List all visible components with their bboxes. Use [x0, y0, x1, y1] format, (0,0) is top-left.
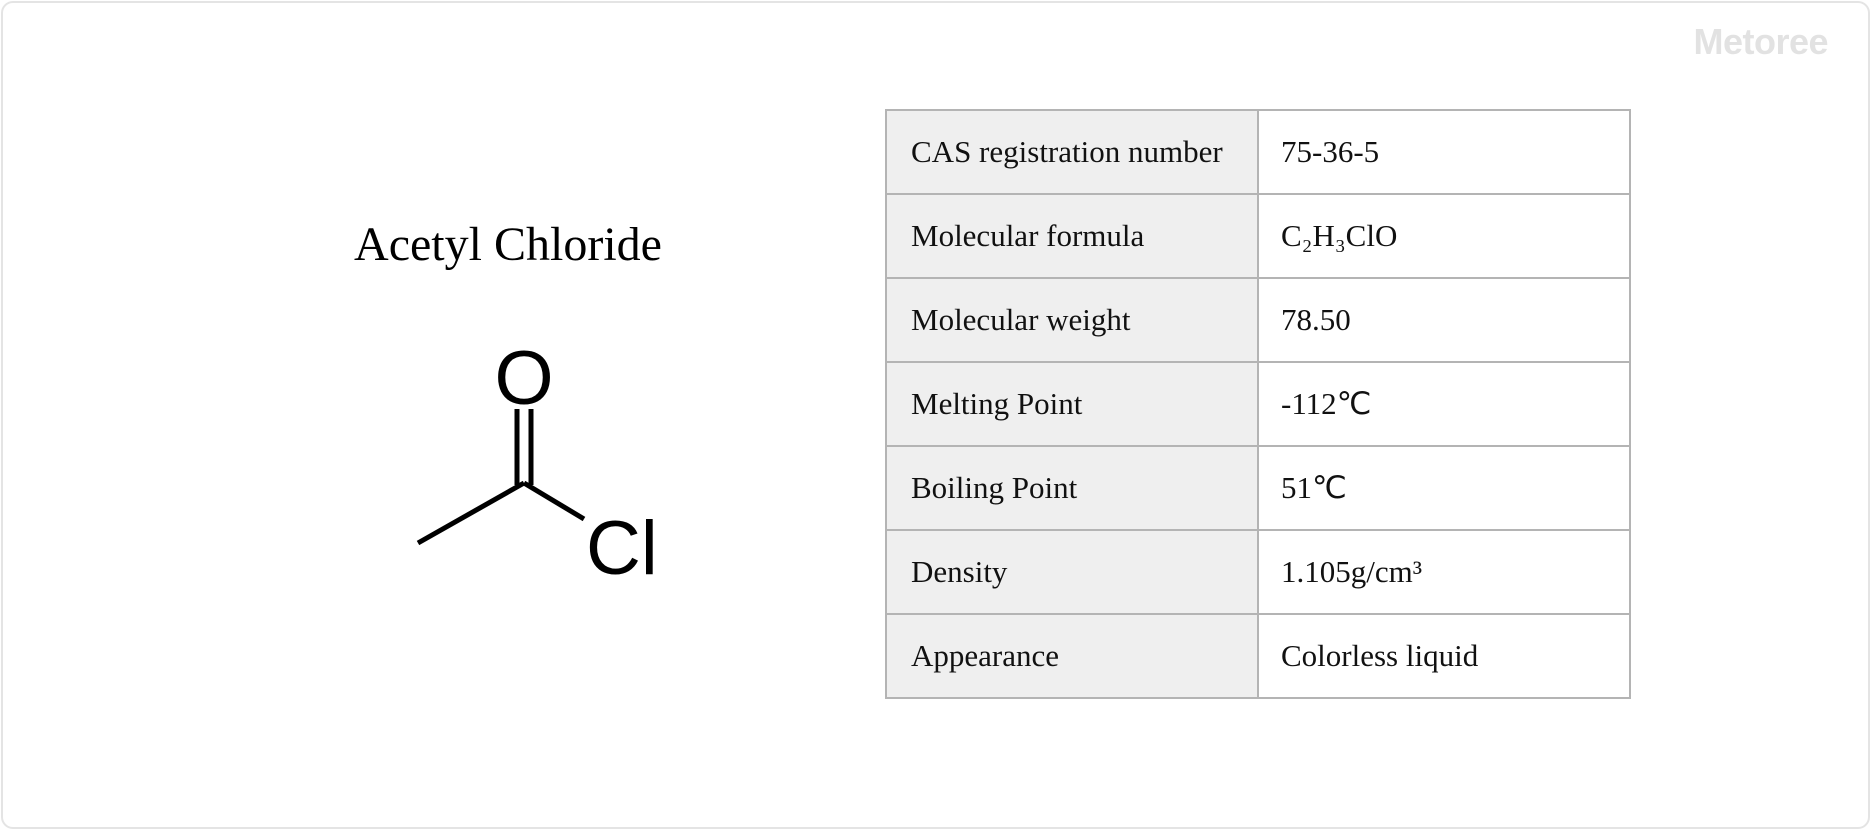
property-value: 75-36-5: [1258, 110, 1630, 194]
property-row: [886, 446, 1630, 530]
property-label: Density: [886, 530, 1258, 614]
property-value: Colorless liquid: [1258, 614, 1630, 698]
property-value: 78.50: [1258, 278, 1630, 362]
property-label: Boiling Point: [886, 446, 1258, 530]
property-label: Melting Point: [886, 362, 1258, 446]
property-row: [886, 278, 1630, 362]
property-row: [886, 530, 1630, 614]
acetyl-chloride-structure: [398, 323, 678, 593]
property-label: Molecular weight: [886, 278, 1258, 362]
compound-name: Acetyl Chloride: [354, 218, 662, 271]
chlorine-atom-label: Cl: [586, 506, 658, 591]
properties-table: [885, 109, 1631, 699]
property-label: CAS registration number: [886, 110, 1258, 194]
property-row: [886, 110, 1630, 194]
oxygen-atom-label: O: [494, 336, 554, 421]
property-value: 1.105g/cm³: [1258, 530, 1630, 614]
content-card: [1, 1, 1870, 829]
property-row: [886, 614, 1630, 698]
property-value: C₂H₃ClO: [1258, 194, 1630, 278]
property-label: Molecular formula: [886, 194, 1258, 278]
methyl-bond: [418, 483, 524, 543]
property-label: Appearance: [886, 614, 1258, 698]
property-value: 51℃: [1258, 446, 1630, 530]
property-row: [886, 194, 1630, 278]
chlorine-bond: [524, 483, 584, 519]
property-value: -112℃: [1258, 362, 1630, 446]
property-row: [886, 362, 1630, 446]
metoree-watermark: Metoree: [1693, 21, 1828, 62]
